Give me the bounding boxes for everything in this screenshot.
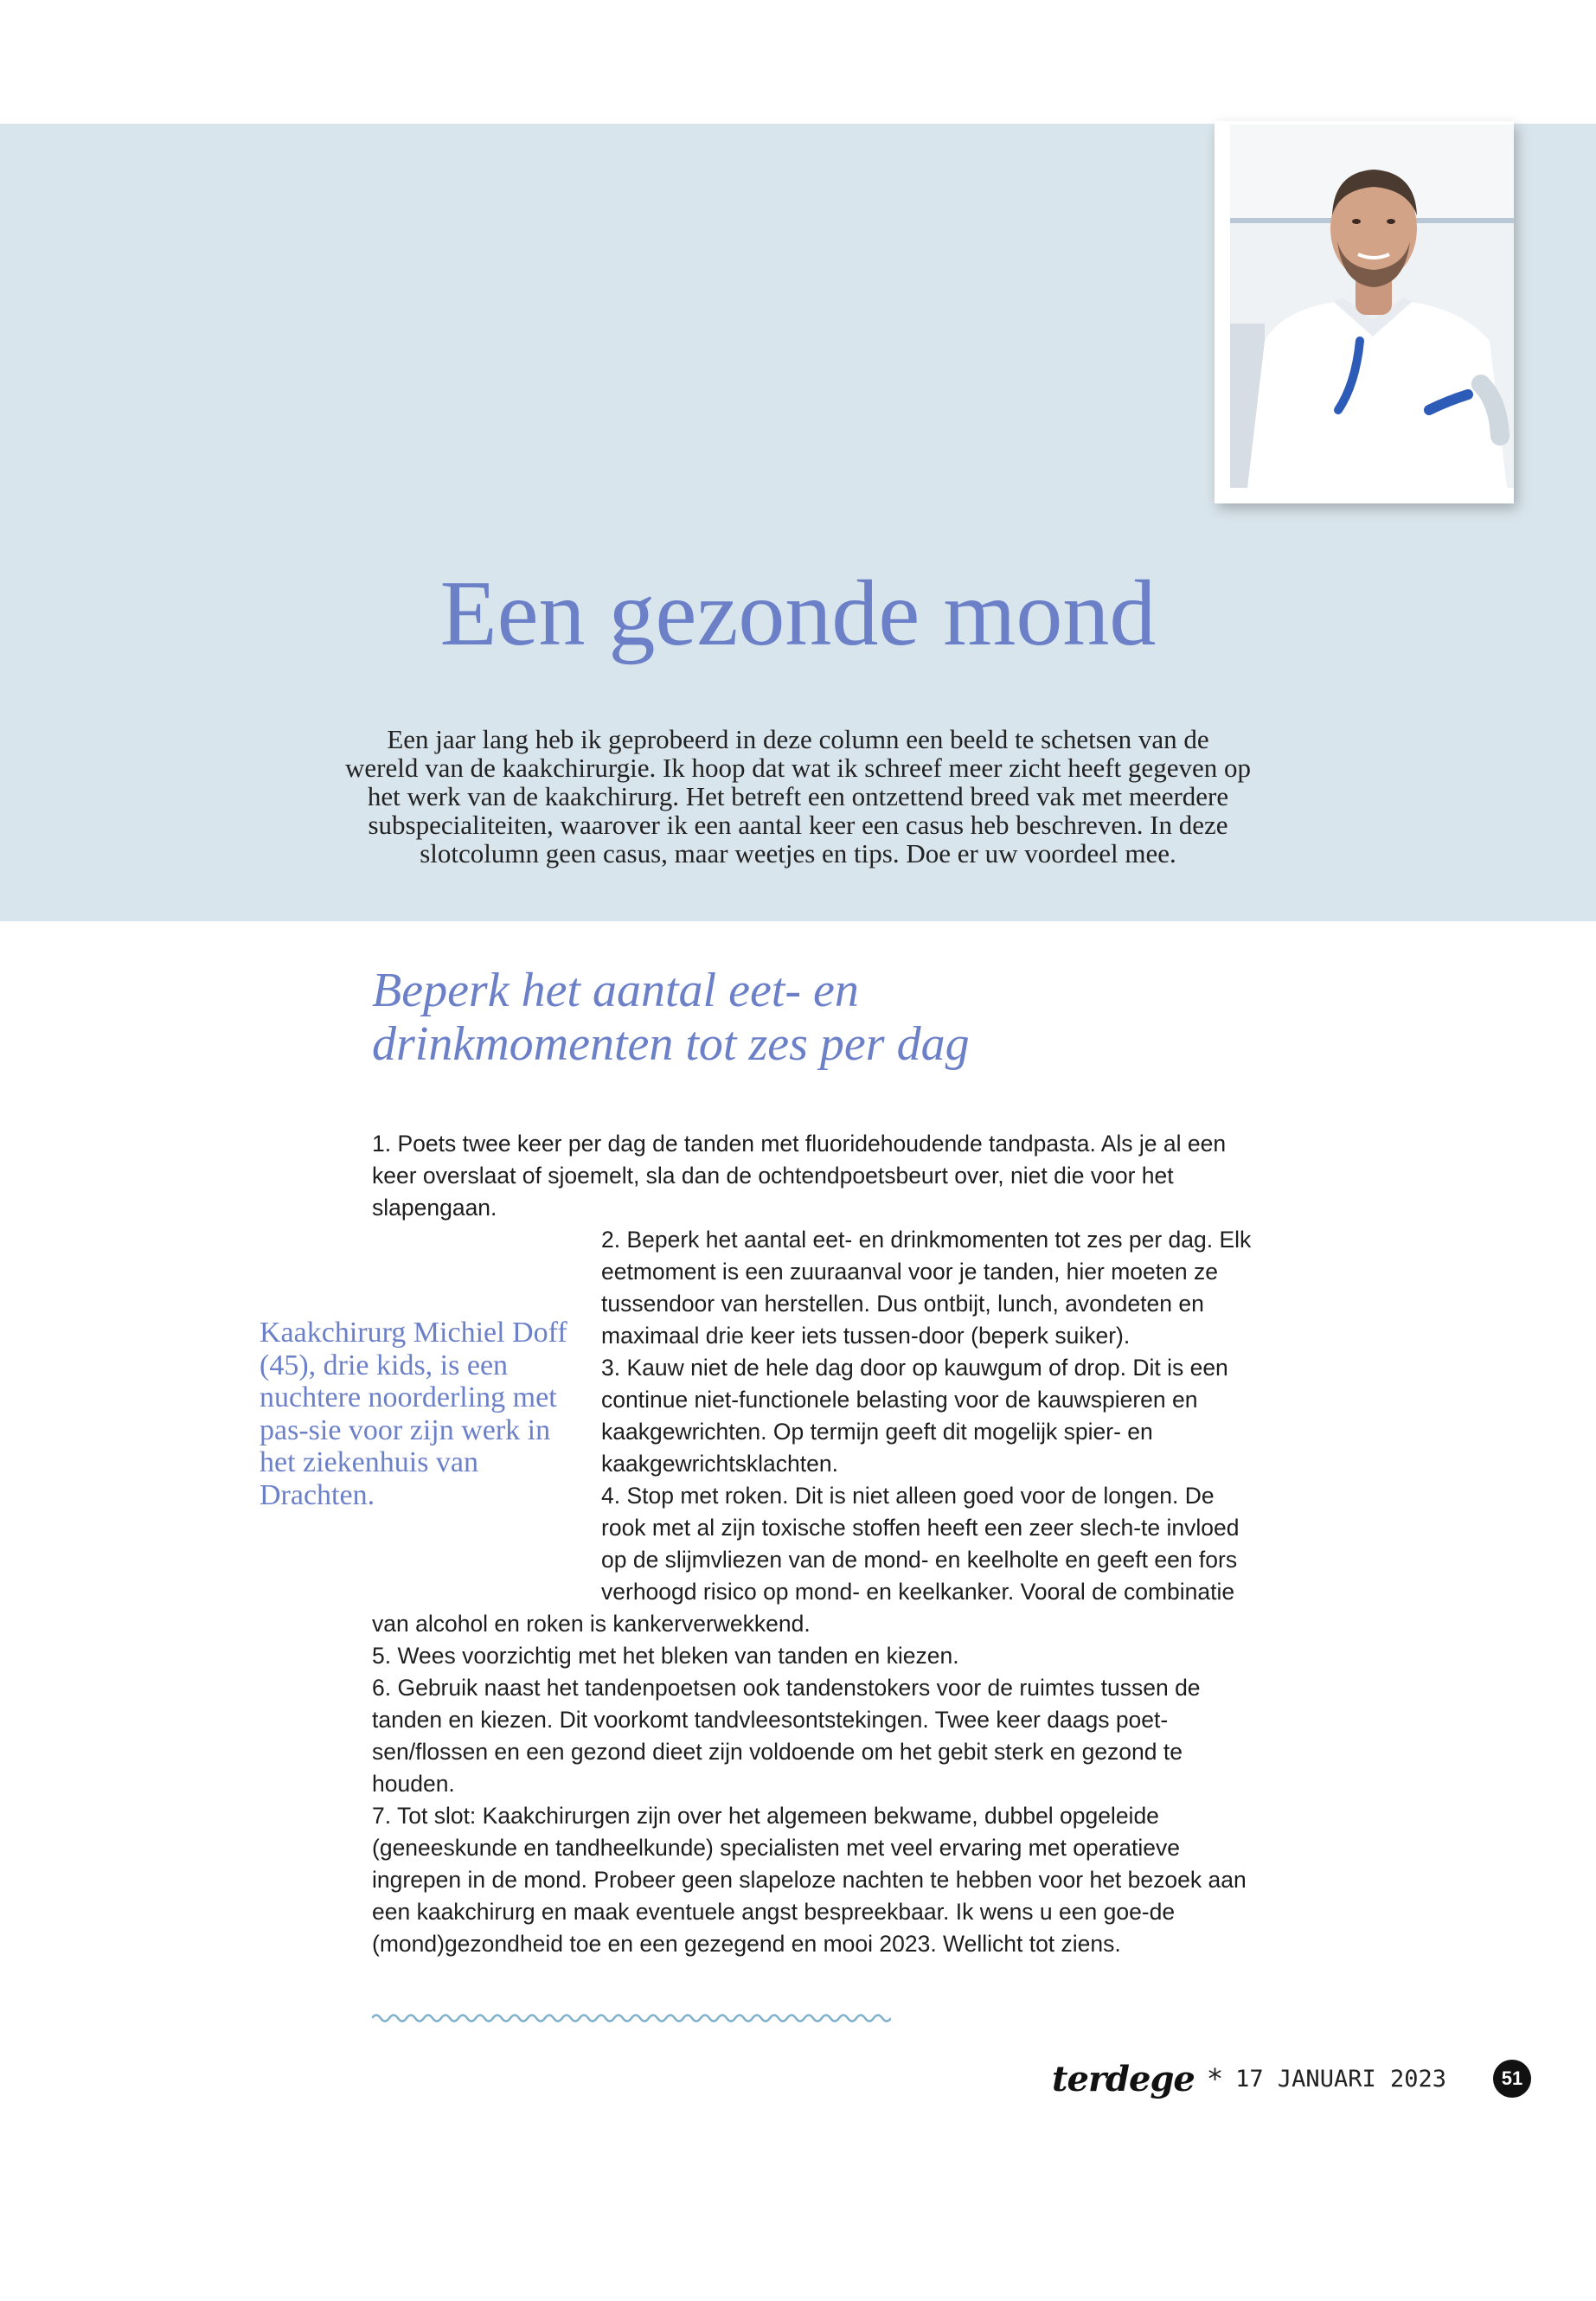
tip-paragraph: 6. Gebruik naast het tandenpoetsen ook tandenstokers voor de ruimtes tussen de tanden en kiezen. Dit voorkomt tandvleesontstekingen. Twee keer daags poet-sen/flossen en een gezond dieet zijn voldoende om het gebit sterk en gezond te houden.	[372, 1675, 1201, 1797]
article-subheading	[372, 964, 1151, 1071]
tip-paragraph: 1. Poets twee keer per dag de tanden met fluoridehoudende tandpasta. Als je al een keer overslaat of sjoemelt, sla dan de ochtendpoetsbeurt over, niet die voor het slapengaan.	[372, 1131, 1227, 1221]
tip-paragraph: 5. Wees voorzichtig met het bleken van tanden en kiezen.	[372, 1643, 959, 1669]
article-intro	[225, 725, 1371, 868]
author-pullquote: Kaakchirurg Michiel Doff (45), drie kids, is een nuchtere noorderling met pas-sie voor zijn werk in het ziekenhuis van Drachten.	[260, 1317, 567, 1511]
portrait-illustration	[1230, 125, 1514, 488]
article-title: Een gezonde mond	[439, 562, 1157, 665]
tip-paragraph: 3. Kauw niet de hele dag door op kauwgum of drop. Dit is een continue niet-functionele belasting voor de kauwspieren en kaakgewrichten. Op termijn geeft dit mogelijk spier- en kaakgewrichtsklachten.	[601, 1355, 1228, 1477]
separator-asterisk: *	[1206, 2062, 1224, 2095]
wavy-divider-icon	[372, 2009, 891, 2028]
issue-date: 17 JANUARI 2023	[1235, 2065, 1446, 2093]
page-footer	[1052, 2057, 1531, 2100]
tip-paragraph: 4. Stop met roken. Dit is niet alleen goed voor de longen. De rook met al zijn toxische stoffen heeft een zeer slech-te invloed op de slijmvliezen van de mond- en keelholte en geeft een fors verhoogd risico op mond- en keelkanker. Vooral de combinatie van alcohol en roken is kankerverwekkend.	[372, 1483, 1240, 1637]
intro-line: het werk van de kaakchirurg. Het betreft een ontzettend breed vak met meerdere	[367, 781, 1229, 811]
author-portrait-photo	[1230, 125, 1514, 488]
intro-line: slotcolumn geen casus, maar weetjes en tips. Doe er uw voordeel mee.	[420, 838, 1176, 868]
article-body	[372, 1128, 1254, 1960]
subheading-line: Beperk het aantal eet- en	[372, 964, 859, 1017]
intro-line: Een jaar lang heb ik geprobeerd in deze column een beeld te schetsen van de	[387, 724, 1209, 754]
magazine-brand: terdege	[1052, 2058, 1195, 2099]
subheading-line: drinkmomenten tot zes per dag	[372, 1017, 970, 1071]
tip-paragraph: 7. Tot slot: Kaakchirurgen zijn over het algemeen bekwame, dubbel opgeleide (geneeskunde en tandheelkunde) specialisten met veel ervaring met operatieve ingrepen in de mond. Probeer geen slapeloze nachten te hebben voor het bezoek aan een kaakchirurg en maak eventuele angst bespreekbaar. Ik wens u een goe-de (mond)gezondheid toe en een gezegend en mooi 2023. Wellicht tot ziens.	[372, 1803, 1247, 1957]
intro-line: wereld van de kaakchirurgie. Ik hoop dat wat ik schreef meer zicht heeft gegeven op	[345, 753, 1251, 783]
tip-text: 2. Beperk het aantal eet- en drinkmomenten tot zes per dag. Elk eetmoment is een zuuraanval voor je tanden, hier moeten ze tussendoor van herstellen. Dus ontbijt, lunch, avondeten en maximaal drie keer iets tussen-door (beperk suiker).	[601, 1227, 1252, 1349]
author-photo-frame	[1215, 121, 1514, 503]
intro-line: subspecialiteiten, waarover ik een aantal keer een casus heb beschreven. In deze	[368, 810, 1228, 840]
page-number-badge: 51	[1493, 2060, 1531, 2098]
